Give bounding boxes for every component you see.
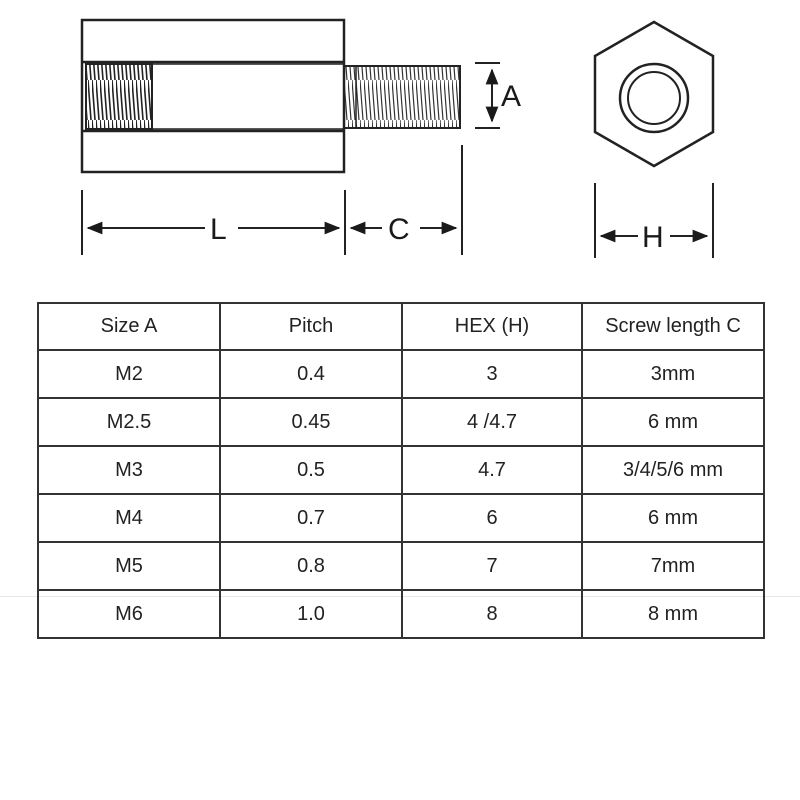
cell-hex: 3 xyxy=(402,350,582,398)
cell-pitch: 0.5 xyxy=(220,446,402,494)
cell-pitch: 0.7 xyxy=(220,494,402,542)
cell-size: M5 xyxy=(38,542,220,590)
cell-hex: 6 xyxy=(402,494,582,542)
header-screw-length: Screw length C xyxy=(582,303,764,350)
standoff-side-view xyxy=(82,20,460,172)
female-thread xyxy=(86,64,152,129)
cell-hex: 4 /4.7 xyxy=(402,398,582,446)
cell-size: M2 xyxy=(38,350,220,398)
cell-size: M3 xyxy=(38,446,220,494)
header-pitch: Pitch xyxy=(220,303,402,350)
cell-screw-length: 3/4/5/6 mm xyxy=(582,446,764,494)
dimension-l-label: L xyxy=(210,213,227,246)
cell-pitch: 1.0 xyxy=(220,590,402,638)
cell-hex: 4.7 xyxy=(402,446,582,494)
dimension-a-label: A xyxy=(501,80,522,113)
header-hex: HEX (H) xyxy=(402,303,582,350)
table-header-row xyxy=(38,303,764,350)
dimension-h-label: H xyxy=(642,221,664,254)
cell-screw-length: 7mm xyxy=(582,542,764,590)
dimension-h xyxy=(595,183,713,258)
cell-size: M2.5 xyxy=(38,398,220,446)
dimension-c-label: C xyxy=(388,213,410,246)
header-size: Size A xyxy=(38,303,220,350)
table-row xyxy=(38,398,764,446)
cell-size: M4 xyxy=(38,494,220,542)
table-row xyxy=(38,494,764,542)
table-row xyxy=(38,542,764,590)
cell-pitch: 0.8 xyxy=(220,542,402,590)
cell-hex: 7 xyxy=(402,542,582,590)
hex-end-view xyxy=(595,22,713,166)
cell-hex: 8 xyxy=(402,590,582,638)
cell-size: M6 xyxy=(38,590,220,638)
cell-screw-length: 6 mm xyxy=(582,398,764,446)
male-screw-thread xyxy=(344,66,460,128)
table-row xyxy=(38,446,764,494)
cell-pitch: 0.4 xyxy=(220,350,402,398)
dimension-a xyxy=(475,63,521,128)
table-row xyxy=(38,350,764,398)
cell-screw-length: 8 mm xyxy=(582,590,764,638)
cell-pitch: 0.45 xyxy=(220,398,402,446)
cell-screw-length: 6 mm xyxy=(582,494,764,542)
spec-table xyxy=(37,302,765,639)
table-row xyxy=(38,590,764,638)
hex-bore-inner xyxy=(628,72,680,124)
standoff-technical-drawing xyxy=(0,0,800,290)
cell-screw-length: 3mm xyxy=(582,350,764,398)
